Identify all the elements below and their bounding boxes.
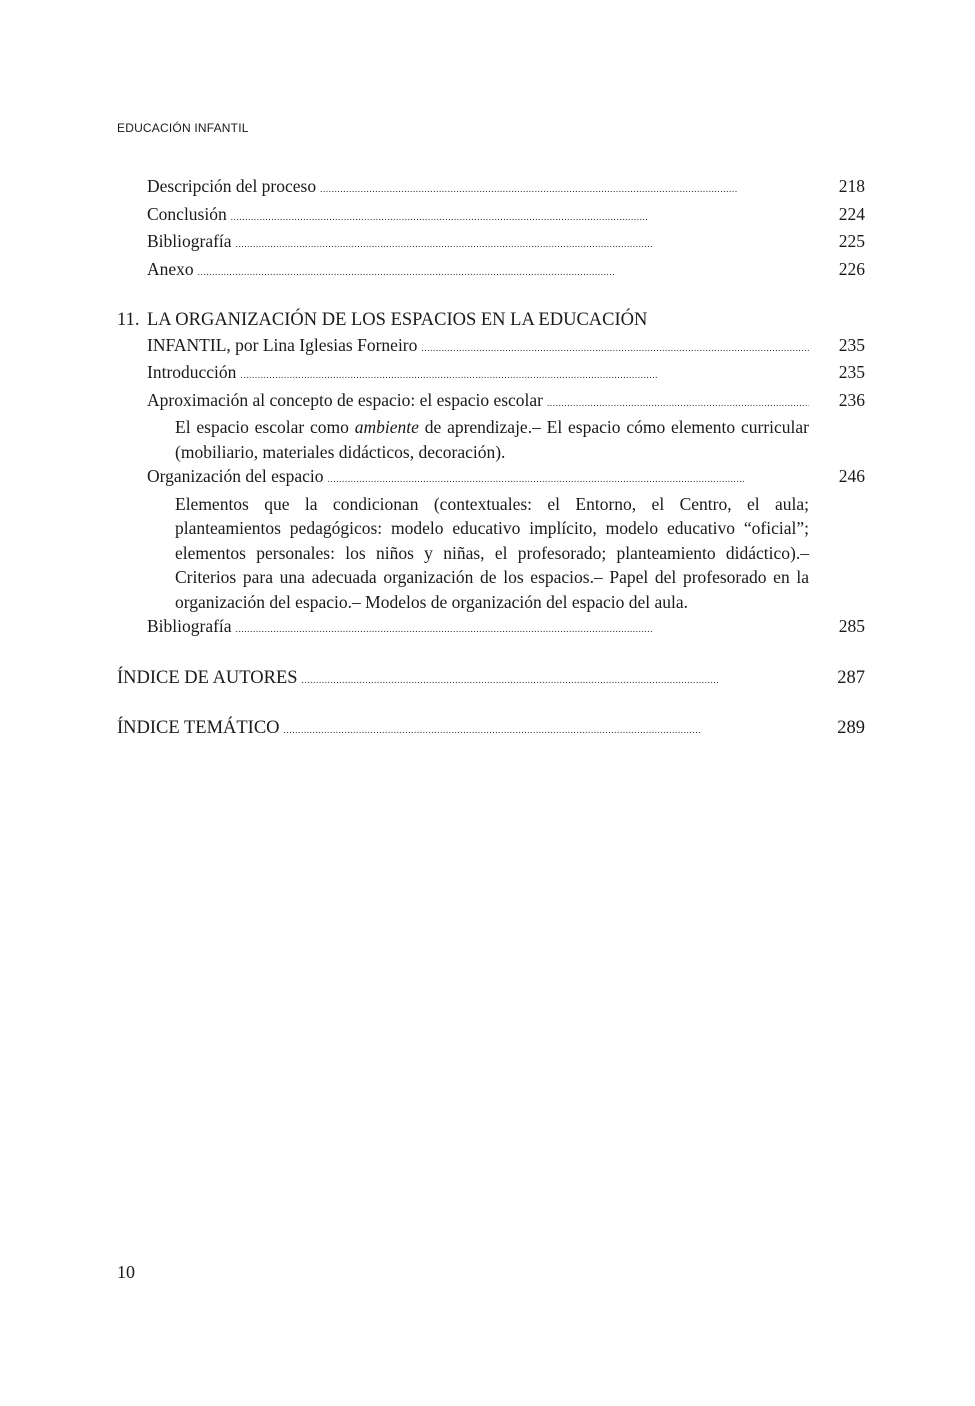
toc-entry-organizacion[interactable] [117,464,865,492]
toc-entry-aproximacion[interactable] [117,388,865,416]
toc-entry-page: 218 [838,176,865,196]
leader-dots [231,202,809,230]
toc-entry-label: ÍNDICE DE AUTORES [117,667,298,688]
toc-entry-label: Bibliografía [147,231,232,251]
leader-dots [547,388,809,416]
toc-description-organizacion: Elementos que la condicionan (contextuales: el Entorno, el Centro, el aula; planteamientos pedagógicos: modelo educativo implícito, modelo educativo “oficial”; elementos personales: los niños y niñas, el profesorado; planteamiento didáctico).– Criterios para una adecuada organización de los espacios.– Papel del profesorado en la organización del espacio.– Modelos de organización del espacio del aula. [175,493,809,612]
leader-dots [198,257,809,285]
toc-entry-anexo[interactable] [117,257,865,285]
desc-text: El espacio escolar como [175,417,355,437]
toc-description-aproximacion [117,415,865,464]
toc-entry-label: Anexo [147,258,194,279]
chapter-title-line1: LA ORGANIZACIÓN DE LOS ESPACIOS EN LA EDUCACIÓN [147,310,648,330]
toc-entry-label: Bibliografía [147,616,232,636]
leader-dots [302,666,809,693]
chapter-number: 11. [117,310,140,330]
toc-entry-label: Introducción [147,362,237,382]
chapter-title-line2: INFANTIL, por Lina Iglesias Forneiro [147,334,418,355]
chapter-11-title[interactable] [117,308,865,333]
toc-entry-bibliografia-11[interactable] [117,614,865,642]
toc-entry-page: 289 [837,718,865,738]
toc-entry-label: Organización del espacio [147,466,324,486]
toc-entry-page: 224 [838,203,865,224]
toc-entry-page: 285 [838,616,865,636]
desc-text: de aprendizaje.– El espacio cómo elemento curricular (mobiliario, materiales didácticos, decoración). [175,417,809,462]
toc-entry-label: Descripción del proceso [147,176,317,196]
leader-dots [320,174,809,202]
leader-dots [284,716,809,743]
toc-entry-page: 226 [838,258,865,279]
toc-entry-label: Conclusión [147,203,227,224]
toc-entry-label: ÍNDICE TEMÁTICO [117,718,280,738]
toc-entry-bibliografia[interactable] [117,229,865,257]
toc-entry-indice-autores[interactable] [117,666,865,693]
running-head: EDUCACIÓN INFANTIL [117,121,249,135]
toc-entry-label: Aproximación al concepto de espacio: el espacio escolar [147,389,544,410]
chapter-11-title-line2[interactable] [117,333,865,361]
leader-dots [421,333,809,361]
table-of-contents [117,174,865,743]
toc-entry-page: 236 [838,389,865,410]
leader-dots [240,360,809,388]
toc-entry-page: 287 [837,667,865,688]
desc-emphasis: ambiente [354,417,419,437]
toc-entry-page: 235 [838,334,865,355]
leader-dots [328,464,809,492]
toc-entry-conclusion[interactable] [117,202,865,230]
toc-entry-page: 225 [838,231,865,251]
toc-entry-introduccion[interactable] [117,360,865,388]
leader-dots [236,229,809,257]
toc-entry-descripcion[interactable] [117,174,865,202]
leader-dots [236,614,809,642]
toc-entry-page: 235 [838,362,865,382]
page-number: 10 [117,1262,135,1282]
toc-entry-indice-tematico[interactable] [117,716,865,743]
toc-entry-page: 246 [838,466,865,486]
